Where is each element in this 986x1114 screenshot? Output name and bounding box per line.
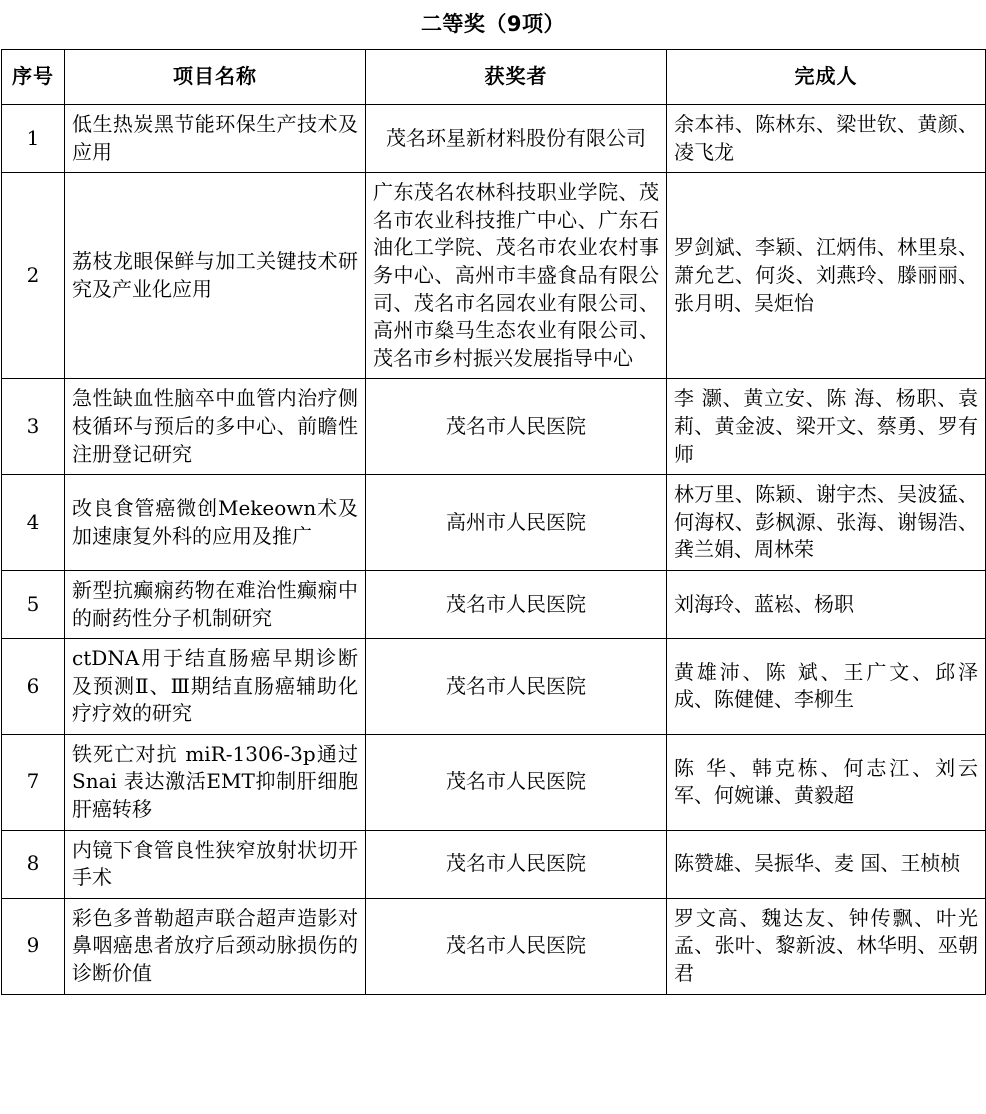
row-index-cell: 8 xyxy=(2,830,65,898)
awardee-org-cell: 茂名市人民医院 xyxy=(366,734,667,830)
awardee-org-cell: 茂名市人民医院 xyxy=(366,898,667,994)
awardee-org-cell: 茂名市人民医院 xyxy=(366,830,667,898)
table-row xyxy=(2,570,986,638)
contributors-cell: 林万里、陈颖、谢宇杰、吴波猛、何海权、彭枫源、张海、谢锡浩、龚兰娟、周林荣 xyxy=(667,475,986,571)
awardee-org-cell: 高州市人民医院 xyxy=(366,475,667,571)
row-index-cell: 6 xyxy=(2,639,65,735)
contributors-cell: 陈赞雄、吴振华、麦 国、王桢桢 xyxy=(667,830,986,898)
awardee-org-cell: 广东茂名农林科技职业学院、茂名市农业科技推广中心、广东石油化工学院、茂名市农业农村事务中心、高州市丰盛食品有限公司、茂名市名园农业有限公司、高州市燊马生态农业有限公司、茂名市乡村振兴发展指导中心 xyxy=(366,173,667,379)
project-name-cell: 急性缺血性脑卒中血管内治疗侧枝循环与预后的多中心、前瞻性注册登记研究 xyxy=(65,379,366,475)
project-name-cell: 内镜下食管良性狭窄放射状切开手术 xyxy=(65,830,366,898)
project-name-cell: 彩色多普勒超声联合超声造影对鼻咽癌患者放疗后颈动脉损伤的诊断价值 xyxy=(65,898,366,994)
table-row xyxy=(2,898,986,994)
contributors-cell: 李 灏、黄立安、陈 海、杨职、袁莉、黄金波、梁开文、蔡勇、罗有师 xyxy=(667,379,986,475)
contributors-cell: 黄雄沛、陈 斌、王广文、邱泽成、陈健健、李柳生 xyxy=(667,639,986,735)
project-name-cell: 荔枝龙眼保鲜与加工关键技术研究及产业化应用 xyxy=(65,173,366,379)
table-row xyxy=(2,379,986,475)
row-index-cell: 9 xyxy=(2,898,65,994)
contributors-cell: 陈 华、韩克栋、何志江、刘云军、何婉谦、黄毅超 xyxy=(667,734,986,830)
row-index-cell: 3 xyxy=(2,379,65,475)
table-row xyxy=(2,734,986,830)
table-row xyxy=(2,639,986,735)
contributors-cell: 罗文高、魏达友、钟传飘、叶光孟、张叶、黎新波、林华明、巫朝君 xyxy=(667,898,986,994)
awardee-org-cell: 茂名环星新材料股份有限公司 xyxy=(366,105,667,173)
row-index-cell: 1 xyxy=(2,105,65,173)
row-index-cell: 2 xyxy=(2,173,65,379)
row-index-cell: 4 xyxy=(2,475,65,571)
column-header-org: 获奖者 xyxy=(366,50,667,105)
awardee-org-cell: 茂名市人民医院 xyxy=(366,379,667,475)
contributors-cell: 罗剑斌、李颖、江炳伟、林里泉、萧允艺、何炎、刘燕玲、滕丽丽、张月明、吴炬怡 xyxy=(667,173,986,379)
award-list-table xyxy=(1,49,986,995)
row-index-cell: 7 xyxy=(2,734,65,830)
awardee-org-cell: 茂名市人民医院 xyxy=(366,570,667,638)
row-index-cell: 5 xyxy=(2,570,65,638)
table-row xyxy=(2,475,986,571)
column-header-project: 项目名称 xyxy=(65,50,366,105)
table-row xyxy=(2,830,986,898)
project-name-cell: 低生热炭黑节能环保生产技术及应用 xyxy=(65,105,366,173)
contributors-cell: 余本祎、陈林东、梁世钦、黄颜、凌飞龙 xyxy=(667,105,986,173)
table-row xyxy=(2,173,986,379)
table-row xyxy=(2,105,986,173)
project-name-cell: 铁死亡对抗 miR-1306-3p通过 Snai 表达激活EMT抑制肝细胞肝癌转移 xyxy=(65,734,366,830)
project-name-cell: ctDNA用于结直肠癌早期诊断及预测Ⅱ、Ⅲ期结直肠癌辅助化疗疗效的研究 xyxy=(65,639,366,735)
column-header-people: 完成人 xyxy=(667,50,986,105)
table-body xyxy=(2,105,986,995)
table-header-row xyxy=(2,50,986,105)
project-name-cell: 新型抗癫痫药物在难治性癫痫中的耐药性分子机制研究 xyxy=(65,570,366,638)
awardee-org-cell: 茂名市人民医院 xyxy=(366,639,667,735)
page-title: 二等奖（9项） xyxy=(420,12,566,36)
contributors-cell: 刘海玲、蓝崧、杨职 xyxy=(667,570,986,638)
table-header xyxy=(2,50,986,105)
project-name-cell: 改良食管癌微创Mekeown术及加速康复外科的应用及推广 xyxy=(65,475,366,571)
column-header-no: 序号 xyxy=(2,50,65,105)
